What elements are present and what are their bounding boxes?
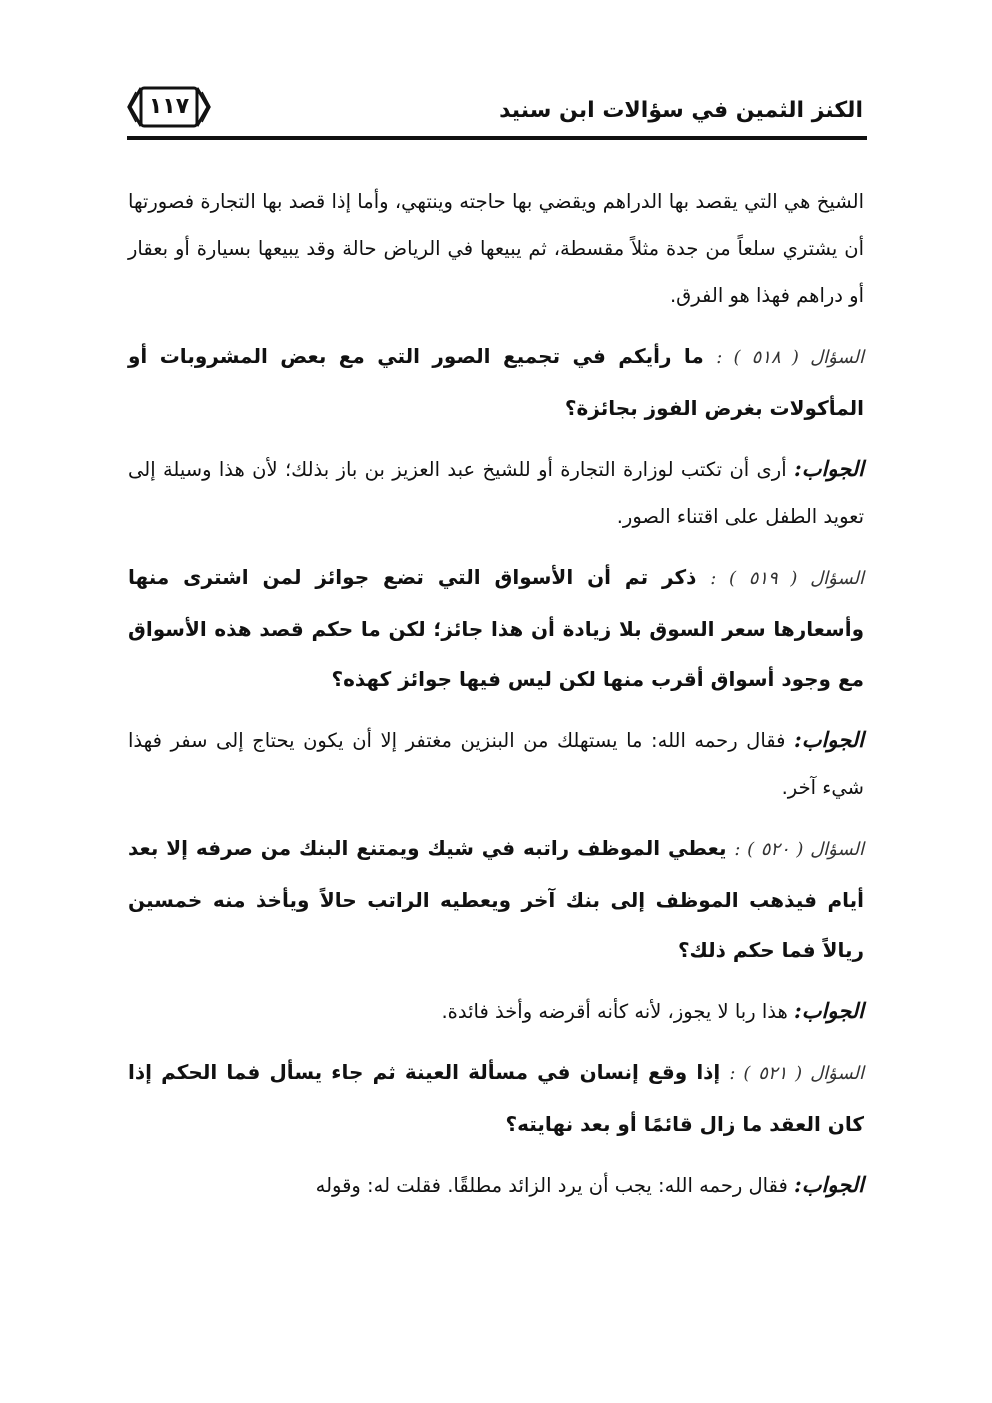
- question-label: السؤال ( ٥١٩ ) :: [710, 568, 864, 589]
- answer-text: أرى أن تكتب لوزارة التجارة أو للشيخ عبد العزيز بن باز بذلك؛ لأن هذا وسيلة إلى تعويد الطفل على اقتناء الصور.: [128, 458, 864, 528]
- answer-text: فقال رحمه الله: ما يستهلك من البنزين مغتفر إلا أن يكون يحتاج إلى سفر فهذا شيء آخر.: [128, 729, 864, 799]
- question-label: السؤال ( ٥١٨ ) :: [716, 347, 864, 368]
- intro-paragraph: الشيخ هي التي يقصد بها الدراهم ويقضي بها حاجته وينتهي، وأما إذا قصد بها التجارة فصورتها أن يشتري سلعاً من جدة مثلاً مقسطة، ثم يبيعها في الرياض حالة وقد يبيعها بسيارة أو بعقار أو دراهم فهذا هو الفرق.: [128, 190, 864, 307]
- question-text: ما رأيكم في تجميع الصور التي مع بعض المشروبات أو المأكولات بغرض الفوز بجائزة؟: [128, 344, 864, 420]
- page-number: ١١٧: [148, 94, 190, 119]
- question-label: السؤال ( ٥٢٠ ) :: [734, 839, 865, 860]
- page-header: [127, 84, 867, 140]
- question-519: [128, 552, 864, 704]
- header-rule: [127, 136, 867, 140]
- answer-label: الجواب:: [794, 1172, 864, 1197]
- answer-label: الجواب:: [794, 998, 864, 1023]
- answer-521: [128, 1161, 864, 1209]
- question-520: [128, 823, 864, 975]
- question-text: إذا وقع إنسان في مسألة العينة ثم جاء يسأل فما الحكم إذا كان العقد ما زال قائمًا أو بعد نهايته؟: [128, 1060, 864, 1136]
- page-body: [128, 178, 864, 1209]
- answer-520: [128, 987, 864, 1035]
- question-text: يعطي الموظف راتبه في شيك ويمتنع البنك من صرفه إلا بعد أيام فيذهب الموظف إلى بنك آخر ويعطيه الراتب حالاً ويأخذ منه خمسين ريالاً فما حكم ذلك؟: [128, 836, 864, 962]
- running-title: الكنز الثمين في سؤالات ابن سنيد: [499, 98, 863, 123]
- question-label: السؤال ( ٥٢١ ) :: [729, 1063, 865, 1084]
- answer-label: الجواب:: [794, 727, 864, 752]
- answer-519: [128, 716, 864, 811]
- question-518: [128, 331, 864, 433]
- question-521: [128, 1047, 864, 1149]
- answer-518: [128, 445, 864, 540]
- answer-label: الجواب:: [794, 456, 864, 481]
- answer-text: فقال رحمه الله: يجب أن يرد الزائد مطلقًا. فقلت له: وقوله: [315, 1174, 788, 1197]
- page-number-frame: [127, 84, 211, 130]
- answer-text: هذا ربا لا يجوز، لأنه كأنه أقرضه وأخذ فائدة.: [441, 1000, 788, 1023]
- question-text: ذكر تم أن الأسواق التي تضع جوائز لمن اشترى منها وأسعارها سعر السوق بلا زيادة أن هذا جائز؛ لكن ما حكم قصد هذه الأسواق مع وجود أسواق أقرب منها لكن ليس فيها جوائز كهذه؟: [128, 565, 864, 691]
